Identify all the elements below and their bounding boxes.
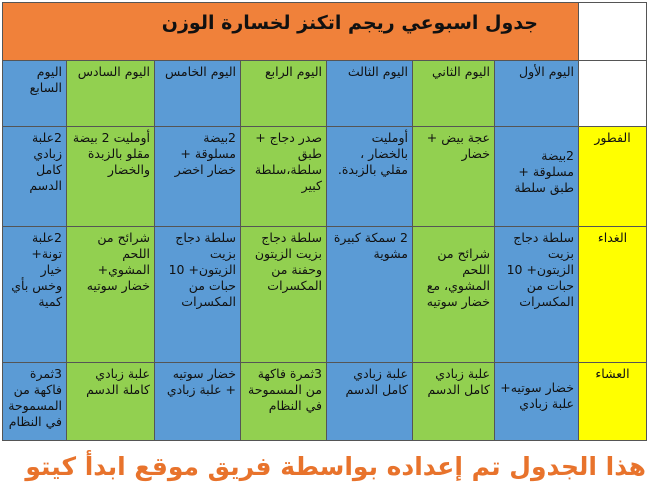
meal-cell	[241, 127, 327, 227]
meal-cell	[327, 363, 413, 441]
meal-cell-text: سلطة دجاج بزيت الزيتون+ 10 حبات من المكسرات	[506, 230, 574, 309]
meal-cell-text: سلطة دجاج بزيت الزيتون وحفنة من المكسرات	[254, 230, 322, 293]
meal-cell-text: 2 سمكة كبيرة مشوية	[333, 230, 408, 261]
day-header: اليوم الخامس	[155, 61, 241, 127]
day-header: اليوم الثاني	[413, 61, 495, 127]
meal-cell	[67, 363, 155, 441]
meal-cell-text: 3ثمرة فاكهة من المسموحة في النظام	[8, 366, 62, 429]
meal-cell	[155, 363, 241, 441]
meal-cell-text: 3ثمرة فاكهة من المسموحة في النظام	[248, 366, 322, 413]
breakfast-row	[3, 127, 647, 227]
meal-cell-text: سلطة دجاج بزيت الزيتون+ 10 حبات من المكسرات	[168, 230, 236, 309]
meal-label-lunch: الغداء	[579, 227, 647, 363]
meal-cell	[67, 127, 155, 227]
header-corner-cell	[579, 61, 647, 127]
meal-cell	[3, 363, 67, 441]
meal-cell	[413, 363, 495, 441]
meal-cell-text: أومليت 2 بيضة مقلو بالزبدة والخضار	[72, 130, 150, 177]
meal-cell	[3, 127, 67, 227]
meal-cell	[327, 127, 413, 227]
meal-cell-text: شرائح من اللحم المشوي+ خضار سوتيه	[86, 230, 150, 293]
day-header: اليوم السادس	[67, 61, 155, 127]
meal-cell-text: عجة بيض + خضار	[426, 130, 490, 161]
meal-cell-text: علبة زبادي كامل الدسم	[345, 366, 408, 397]
meal-label-breakfast: الفطور	[579, 127, 647, 227]
table-title: جدول اسبوعي ريجم اتكنز لخسارة الوزن	[3, 3, 579, 61]
meal-cell-text: خضار سوتيه+ علبة زبادي	[500, 380, 574, 411]
meal-cell-text: صدر دجاج + طبق سلطة،سلطة كبير	[254, 130, 322, 193]
meal-cell-text: علبة زبادي كاملة الدسم	[86, 366, 150, 397]
meal-cell	[495, 127, 579, 227]
meal-cell-text: علبة زبادي كامل الدسم	[427, 366, 490, 397]
title-row	[3, 3, 647, 61]
day-header: اليوم الثالث	[327, 61, 413, 127]
meal-cell-text: 2بيضة مسلوقة + خضار اخضر	[174, 130, 236, 177]
day-header: اليوم السابع	[3, 61, 67, 127]
meal-cell	[495, 363, 579, 441]
meal-cell-text: 2علبة تونة+ خيار وخس بأي كمية	[11, 230, 62, 309]
meal-cell	[495, 227, 579, 363]
meal-cell	[327, 227, 413, 363]
meal-cell-text: خضار سوتيه + علبة زبادي	[166, 366, 236, 397]
meal-cell-text: 2بيضة مسلوقة + طبق سلطة	[514, 148, 574, 195]
lunch-row	[3, 227, 647, 363]
meal-cell-text: 2علبة زبادي كامل الدسم	[29, 130, 62, 193]
meal-cell	[155, 227, 241, 363]
meal-cell	[241, 227, 327, 363]
meal-cell-text: أومليت بالخضار ، مقلي بالزبدة.	[337, 130, 408, 177]
meal-cell	[67, 227, 155, 363]
corner-cell	[579, 3, 647, 61]
meal-cell	[3, 227, 67, 363]
meal-cell	[155, 127, 241, 227]
days-header-row	[3, 61, 647, 127]
meal-plan-table	[2, 2, 647, 441]
meal-cell	[413, 227, 495, 363]
meal-cell-text: شرائح من اللحم المشوي، مع خضار سوتيه	[426, 246, 490, 309]
meal-label-dinner: العشاء	[579, 363, 647, 441]
footer-credit: هذا الجدول تم إعداده بواسطة فريق موقع ابدأ كيتو	[25, 452, 646, 481]
day-header: اليوم الرابع	[241, 61, 327, 127]
meal-cell	[241, 363, 327, 441]
dinner-row	[3, 363, 647, 441]
day-header: اليوم الأول	[495, 61, 579, 127]
meal-cell	[413, 127, 495, 227]
